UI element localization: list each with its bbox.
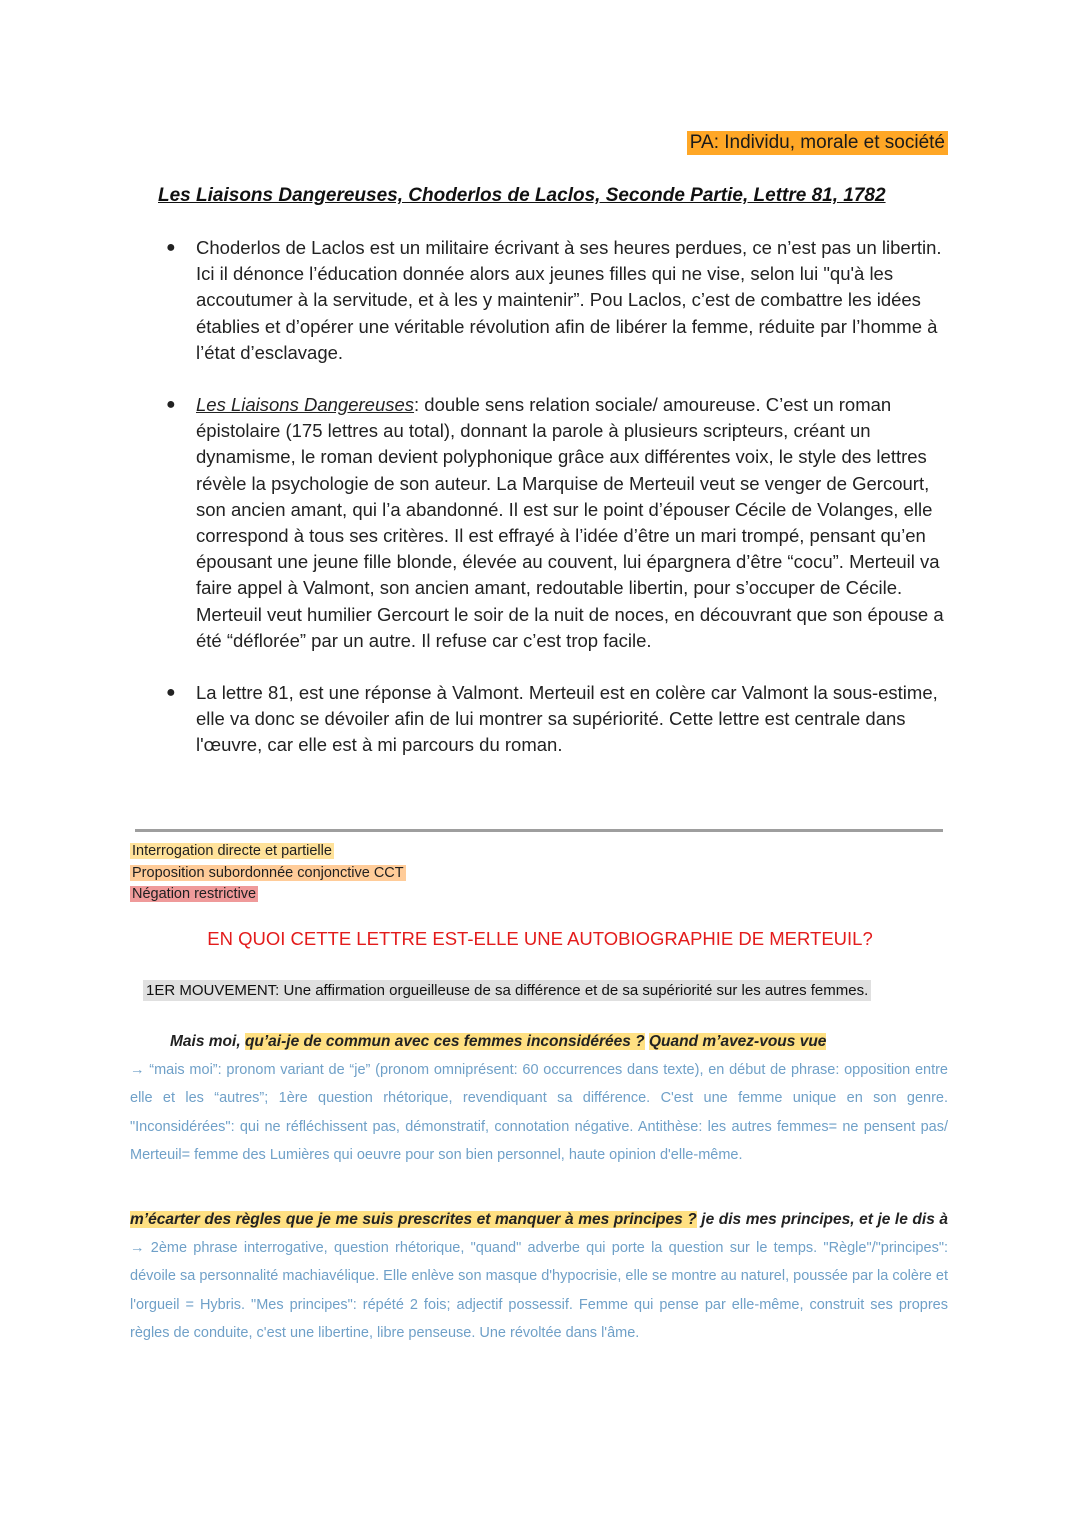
legend-negation: Négation restrictive [132, 886, 257, 902]
quote-part: je dis mes principes, et je le dis à [696, 1211, 948, 1228]
movement-heading: 1ER MOUVEMENT: Une affirmation orgueilleuse de sa différence et de sa supériorité sur les autres femmes. [143, 980, 871, 1001]
topic-tag: PA: Individu, morale et société [687, 131, 948, 155]
work-title: Les Liaisons Dangereuses [196, 394, 415, 416]
bullet-text: La lettre 81, est une réponse à Valmont. Merteuil est en colère car Valmont la sous-estime, elle va donc se dévoiler afin de lui montrer sa supériorité. Cette lettre est centrale dans l'œuvre, car elle est à mi parcours du roman. [196, 682, 938, 756]
main-title: Les Liaisons Dangereuses, Choderlos de Laclos, Seconde Partie, Lettre 81, 1782 [158, 185, 886, 206]
analysis-comment: → “mais moi”: pronom variant de “je” (pronom omniprésent: 60 occurrences dans texte), en début de phrase: opposition entre elle et les “autres”; 1ère question rhétorique, revendiquant sa différence. C'est une femme unique en son genre. "Inconsidérées": qui ne réfléchissent pas, démonstratif, connotation négative. Antithèse: les autres femmes= ne pensent pas/ Merteuil= femme des Lumières qui oeuvre pour son bien personnel, haute opinion d'elle-même. [130, 1062, 948, 1163]
highlighted-question: qu’ai-je de commun avec ces femmes inconsidérées ? [244, 1033, 645, 1050]
legend-interrogation: Interrogation directe et partielle [132, 843, 332, 859]
bullet-icon: ● [166, 239, 176, 256]
divider [135, 829, 943, 832]
highlighted-question: m’écarter des règles que je me suis prescrites et manquer à mes principes ? [130, 1211, 697, 1228]
analysis-block-2 [130, 1206, 948, 1347]
text-quote [130, 1028, 948, 1056]
bullet-item [160, 235, 950, 366]
quote-part: Mais moi, [170, 1033, 245, 1050]
analysis-block-1 [130, 1028, 948, 1169]
problematique: EN QUOI CETTE LETTRE EST-ELLE UNE AUTOBIOGRAPHIE DE MERTEUIL? [207, 928, 873, 949]
intro-bullet-list [160, 235, 950, 759]
bullet-icon: ● [166, 684, 176, 702]
bullet-item [160, 680, 950, 759]
bullet-icon: ● [166, 396, 176, 414]
text-quote [130, 1206, 948, 1347]
highlighted-question: Quand m’avez-vous vue [648, 1033, 827, 1050]
analysis-comment: → 2ème phrase interrogative, question rhétorique, "quand" adverbe qui porte la question sur le temps. "Règle"/"principes": dévoile sa personnalité machiavélique. Elle enlève son masque d'hypocrisie, elle se montre au naturel, poussée par la colère et l'orgueil = Hybris. "Mes principes": répété 2 fois; adjectif possessif. Femme qui pense par elle-même, construit ses propres règles de conduite, c'est une libertine, libre penseuse. Une révoltée dans l'âme. [130, 1240, 948, 1341]
bullet-text: Choderlos de Laclos est un militaire écrivant à ses heures perdues, ce n’est pas un libertin. Ici il dénonce l’éducation donnée alors aux jeunes filles qui ne vise, selon lui "qu'à les accoutumer à la servitude, et à les y maintenir”. Pou Laclos, c’est de combattre les idées établies et d’opérer une véritable révolution afin de libérer la femme, réduite par l’homme à l’état d’esclavage. [196, 237, 942, 363]
color-legend [130, 841, 406, 906]
legend-subordonnee: Proposition subordonnée conjonctive CCT [132, 864, 404, 881]
bullet-text: : double sens relation sociale/ amoureuse. C’est un roman épistolaire (175 lettres au total), donnant la parole à plusieurs scripteurs, créant un dynamisme, le roman devient polyphonique grâce aux différentes voix, le style des lettres révèle la psychologie de son auteur. La Marquise de Merteuil veut se venger de Gercourt, son ancien amant, qui l’a abandonné. Il est sur le point d’épouser Cécile de Volanges, elle correspond à tous ses critères. Il est effrayé à l’idée d’être un mari trompé, pensant qu’en épousant une jeune fille blonde, élevée au couvent, lui épargnera d’être “cocu”. Merteuil va faire appel à Valmont, son ancien amant, redoutable libertin, pour s’occuper de Cécile. Merteuil veut humilier Gercourt le soir de la nuit de noces, en découvrant que son épouse a été “déflorée” par un autre. Il refuse car c’est trop facile. [196, 394, 944, 651]
bullet-item [160, 392, 950, 654]
